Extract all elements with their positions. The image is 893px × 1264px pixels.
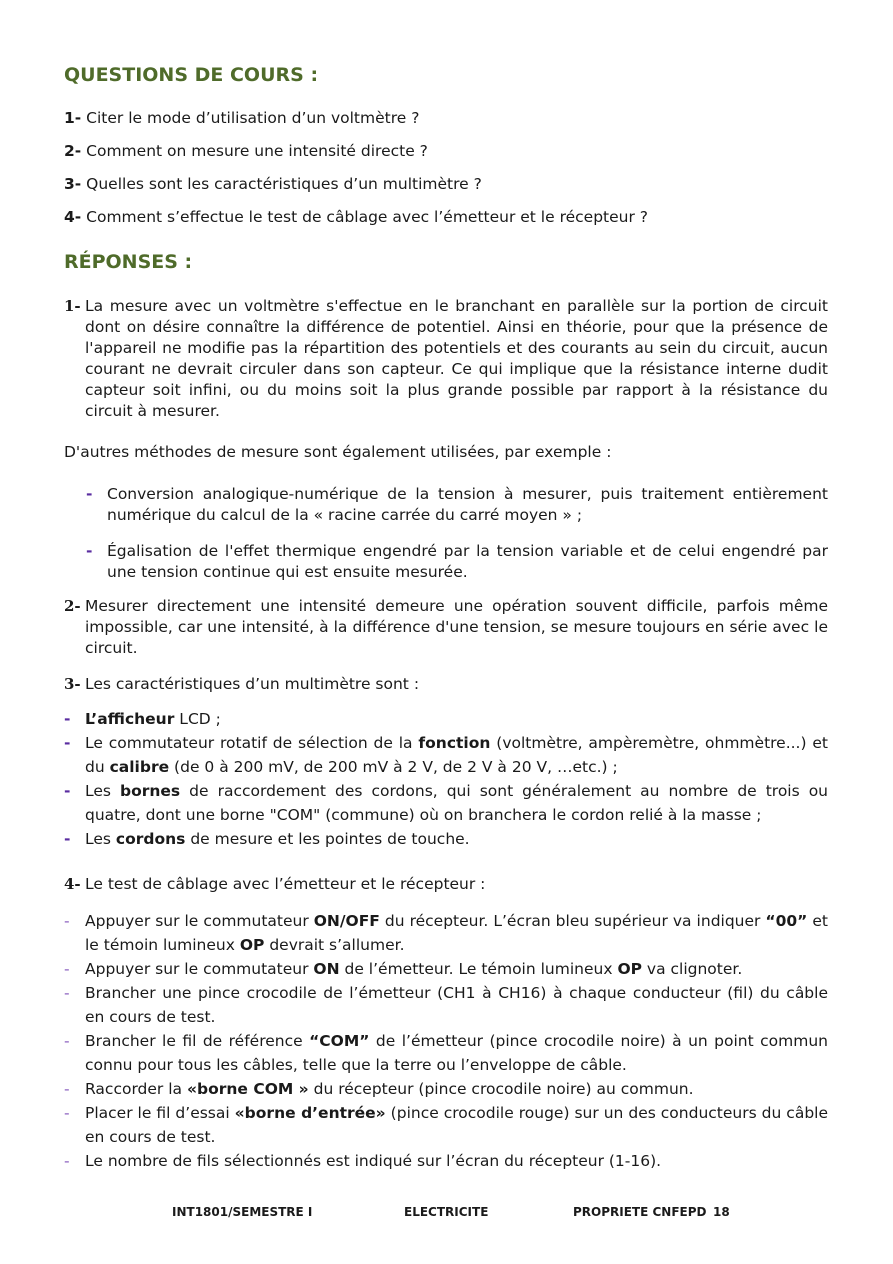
step-item-text <box>85 957 828 981</box>
answer-4-intro <box>64 874 828 895</box>
feature-item <box>64 827 828 851</box>
bold-term: ON <box>313 960 340 978</box>
dash-bullet: - <box>64 830 71 848</box>
feature-item <box>64 779 828 827</box>
bold-term: L’afficheur <box>85 710 175 728</box>
question-text: Citer le mode d’utilisation d’un voltmètre ? <box>86 109 420 127</box>
question-3 <box>64 175 482 193</box>
step-item <box>64 1149 828 1173</box>
step-item-text <box>85 909 828 957</box>
text-run: de mesure et les pointes de touche. <box>185 830 470 848</box>
bold-term: calibre <box>109 758 170 776</box>
bold-term: ON/OFF <box>313 912 380 930</box>
text-run: (voltmètre, ampèremètre, ohmmètre...) et du <box>85 734 828 776</box>
text-run: Brancher une pince crocodile de l’émetteur (CH1 à CH16) à chaque conducteur (fil) du câble en cours de test. <box>85 984 828 1026</box>
text-run: du récepteur (pince crocodile noire) au commun. <box>308 1080 694 1098</box>
text-run: Les <box>85 830 116 848</box>
dash-bullet: - <box>64 1104 70 1122</box>
question-number: 3- <box>64 175 82 193</box>
answer-number: 1- <box>64 297 81 315</box>
feature-item-text <box>85 731 828 779</box>
text-run: et le témoin lumineux <box>85 912 828 954</box>
text-run: Raccorder la <box>85 1080 187 1098</box>
text-run: du récepteur. L’écran bleu supérieur va indiquer <box>379 912 766 930</box>
text-run: devrait s’allumer. <box>264 936 405 954</box>
answer-text: Le test de câblage avec l’émetteur et le récepteur : <box>85 875 486 893</box>
bold-term: fonction <box>418 734 491 752</box>
answer-number: 2- <box>64 597 81 615</box>
step-item <box>64 1101 828 1149</box>
step-item <box>64 1029 828 1077</box>
question-1 <box>64 109 419 127</box>
method-text: Égalisation de l'effet thermique engendré par la tension variable et de celui engendré par une tension continue qui est ensuite mesurée. <box>107 542 828 581</box>
text-run: (pince crocodile rouge) sur un des conducteurs du câble en cours de test. <box>85 1104 829 1146</box>
step-item-text <box>85 1077 828 1101</box>
bold-term: “00” <box>765 912 808 930</box>
bold-term: “COM” <box>309 1032 370 1050</box>
dash-bullet: - <box>64 1152 70 1170</box>
answer-text: Mesurer directement une intensité demeure une opération souvent difficile, parfois même impossible, car une intensité, à la différence d'une tension, se mesure toujours en série avec le circuit. <box>85 597 828 657</box>
text-run: Appuyer sur le commutateur <box>85 960 314 978</box>
questions-heading: QUESTIONS DE COURS : <box>64 64 319 86</box>
text-run: Le commutateur rotatif de sélection de la <box>85 734 419 752</box>
step-item-text <box>85 1101 828 1149</box>
text-run: Appuyer sur le commutateur <box>85 912 314 930</box>
answer-number: 3- <box>64 675 81 693</box>
text-run: de raccordement des cordons, qui sont généralement au nombre de trois ou quatre, dont une borne "COM" (commune) où on branchera le cordon relié à la masse ; <box>85 782 828 824</box>
dash-bullet: - <box>86 485 93 503</box>
step-item-text <box>85 1029 828 1077</box>
bold-term: «borne d’entrée» <box>234 1104 386 1122</box>
question-number: 2- <box>64 142 82 160</box>
method-item <box>86 541 828 583</box>
step-item <box>64 957 828 981</box>
bold-term: «borne COM » <box>186 1080 309 1098</box>
text-run: LCD ; <box>174 710 221 728</box>
footer-subject: ELECTRICITE <box>404 1205 489 1219</box>
page-number: 18 <box>713 1205 730 1219</box>
dash-bullet: - <box>64 1080 70 1098</box>
text-run: Les <box>85 782 120 800</box>
text-run: Brancher le fil de référence <box>85 1032 310 1050</box>
footer-course: INT1801/SEMESTRE I <box>172 1205 313 1219</box>
feature-item-text <box>85 779 828 827</box>
dash-bullet: - <box>64 984 70 1002</box>
dash-bullet: - <box>64 710 71 728</box>
text-run: de l’émetteur (pince crocodile noire) à un point commun connu pour tous les câbles, telle que la terre ou l’enveloppe de câble. <box>85 1032 828 1074</box>
bold-term: OP <box>239 936 265 954</box>
text-run: de l’émetteur. Le témoin lumineux <box>339 960 618 978</box>
step-item-text <box>85 981 828 1029</box>
answer-text: La mesure avec un voltmètre s'effectue en le branchant en parallèle sur la portion de circuit dont on désire connaître la différence de potentiel. Ainsi en théorie, pour que la présence de l'appareil ne modifie pas la répartition des potentiels et des courants au sein du circuit, aucun courant ne devrait circuler dans son capteur. Ce qui implique que la résistance interne dudit capteur soit infini, ou du moins soit la plus grande possible par rapport à la résistance du circuit à mesurer. <box>85 297 828 420</box>
dash-bullet: - <box>64 782 71 800</box>
step-item-text <box>85 1149 828 1173</box>
question-2 <box>64 142 428 160</box>
footer-owner: PROPRIETE CNFEPD <box>573 1205 707 1219</box>
answer-3-intro <box>64 674 828 695</box>
feature-item-text <box>85 707 828 731</box>
step-item <box>64 909 828 957</box>
text-run: va clignoter. <box>641 960 743 978</box>
step-item <box>64 981 828 1029</box>
bold-term: cordons <box>115 830 186 848</box>
question-4 <box>64 208 648 226</box>
feature-item <box>64 707 828 731</box>
bold-term: OP <box>617 960 642 978</box>
other-methods-intro: D'autres méthodes de mesure sont également utilisées, par exemple : <box>64 443 612 461</box>
step-item <box>64 1077 828 1101</box>
answer-1 <box>64 296 828 422</box>
responses-heading: RÉPONSES : <box>64 251 193 273</box>
dash-bullet: - <box>64 960 70 978</box>
text-run: (de 0 à 200 mV, de 200 mV à 2 V, de 2 V à 20 V, …etc.) ; <box>169 758 618 776</box>
question-text: Quelles sont les caractéristiques d’un multimètre ? <box>86 175 482 193</box>
question-text: Comment on mesure une intensité directe ? <box>86 142 428 160</box>
dash-bullet: - <box>64 734 71 752</box>
answer-text: Les caractéristiques d’un multimètre sont : <box>85 675 420 693</box>
question-text: Comment s’effectue le test de câblage avec l’émetteur et le récepteur ? <box>86 208 649 226</box>
bold-term: bornes <box>120 782 181 800</box>
method-item <box>86 484 828 526</box>
method-text: Conversion analogique-numérique de la tension à mesurer, puis traitement entièrement numérique du calcul de la « racine carrée du carré moyen » ; <box>107 485 828 524</box>
text-run: Le nombre de fils sélectionnés est indiqué sur l’écran du récepteur (1-16). <box>85 1152 662 1170</box>
dash-bullet: - <box>86 542 93 560</box>
answer-2 <box>64 596 828 659</box>
question-number: 4- <box>64 208 82 226</box>
dash-bullet: - <box>64 1032 70 1050</box>
dash-bullet: - <box>64 912 70 930</box>
question-number: 1- <box>64 109 82 127</box>
text-run: Placer le fil d’essai <box>85 1104 235 1122</box>
feature-item-text <box>85 827 828 851</box>
feature-item <box>64 731 828 779</box>
answer-number: 4- <box>64 875 81 893</box>
